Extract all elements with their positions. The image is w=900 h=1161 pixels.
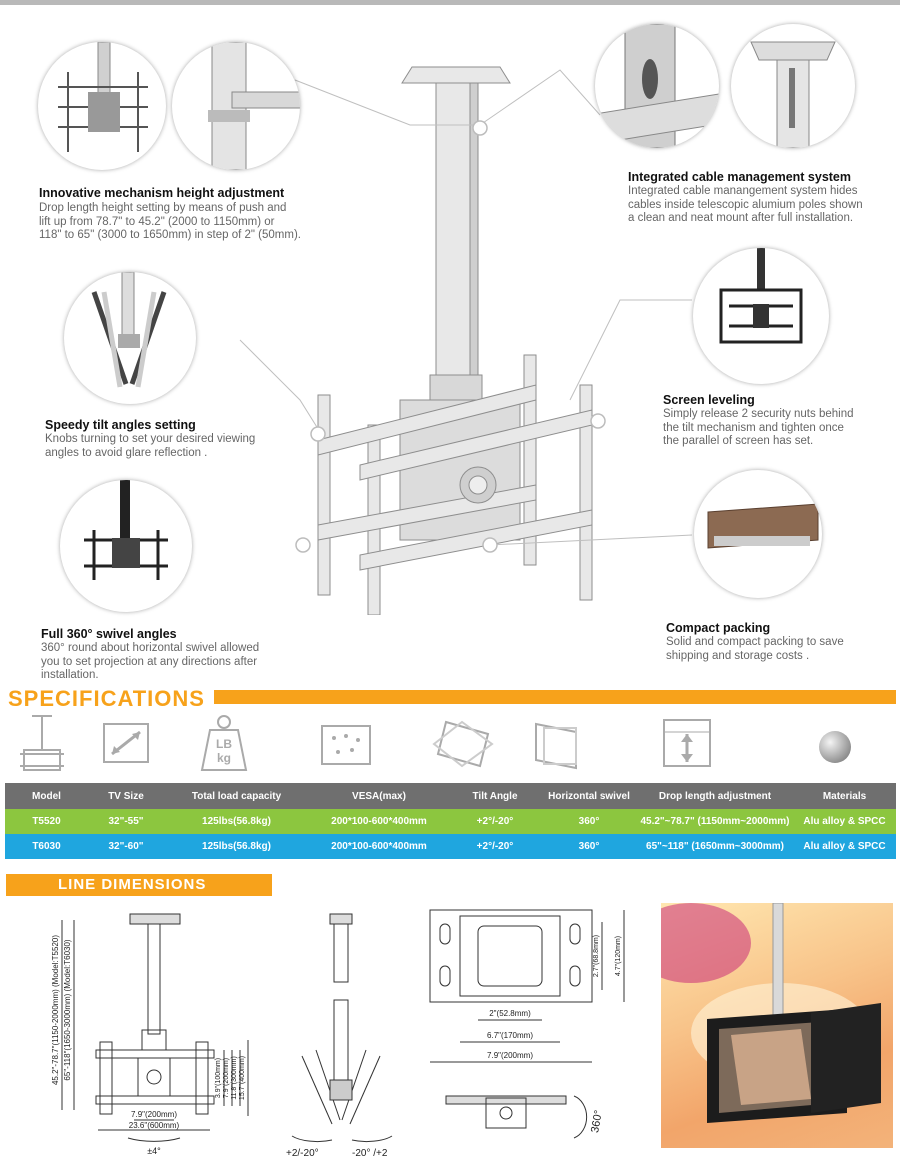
table-header-cell: Tilt Angle: [449, 783, 541, 809]
table-cell: 125lbs(56.8kg): [164, 809, 309, 834]
tilt-label-right: -20° /+2: [352, 1148, 388, 1159]
specifications-table: [5, 783, 896, 859]
table-row: [5, 834, 896, 859]
packing-photo: [694, 470, 822, 598]
material-sphere-icon: [818, 730, 852, 769]
cable-management-photo-1: [595, 24, 719, 148]
tv-size-icon: [102, 722, 150, 769]
tilt-photo: [64, 272, 196, 404]
height-mechanism-photo-2: [172, 42, 300, 170]
table-cell: 200*100-600*400mm: [309, 809, 449, 834]
feature-title-leveling: Screen leveling: [663, 393, 755, 407]
table-header-cell: Drop length adjustment: [637, 783, 793, 809]
table-header-row: [5, 783, 896, 809]
feature-desc-packing: Solid and compact packing to save shipping and storage costs .: [666, 636, 844, 662]
load-weight-icon: [200, 714, 248, 777]
feature-desc-height: Drop length height setting by means of push and lift up from 78.7" to 45.2" (2000 to 1150mm) or 118" to 65" (3000 to 1650mm) in step of 2" (50mm).: [39, 202, 301, 242]
swivel-photo: [60, 480, 192, 612]
table-cell: 200*100-600*400mm: [309, 834, 449, 859]
front-view-drawing: [50, 910, 270, 1160]
specifications-divider: [214, 690, 896, 704]
drop-label-t5520: 45.2"-78.7"(1150-2000mm) (Model:T5520): [51, 934, 60, 1086]
feature-title-tilt: Speedy tilt angles setting: [45, 418, 196, 432]
weight-icon-kg-label: kg: [216, 751, 232, 765]
spec-icon-row: [0, 712, 900, 782]
height-mechanism-photo-1: [38, 42, 166, 170]
table-cell: Alu alloy & SPCC: [793, 834, 896, 859]
model-mount-icon: [18, 712, 68, 783]
drop-label-t6030: 65"-118"(1650-3000mm) (Model:T6030): [63, 939, 72, 1081]
vesa-pattern-icon: [320, 724, 372, 771]
table-header-cell: Materials: [793, 783, 896, 809]
feature-title-swivel: Full 360° swivel angles: [41, 627, 177, 641]
table-row: [5, 809, 896, 834]
height-label-400: 15.7"(400mm): [239, 1055, 246, 1101]
tilt-label-left: +2/-20°: [286, 1148, 319, 1159]
feature-desc-tilt: Knobs turning to set your desired viewing angles to avoid glare reflection .: [45, 433, 256, 459]
table-cell: 32"-55": [88, 809, 164, 834]
swivel-full-label: 360°: [589, 1109, 605, 1134]
width-label-large: 23.6"(600mm): [128, 1121, 180, 1130]
tilt-angle-icon: [432, 716, 494, 777]
feature-desc-leveling: Simply release 2 security nuts behind the tilt mechanism and tighten once the parallel of screen has set.: [663, 408, 854, 448]
cable-management-photo-2: [731, 24, 855, 148]
feature-title-cable: Integrated cable management system: [628, 170, 851, 184]
drop-length-icon: [662, 718, 712, 773]
line-dimensions-heading: LINE DIMENSIONS: [6, 874, 272, 896]
table-cell: T6030: [5, 834, 88, 859]
installed-tv-photo: [661, 903, 893, 1148]
feature-title-packing: Compact packing: [666, 621, 771, 635]
height-label-100: 3.9"(100mm): [215, 1057, 222, 1099]
table-header-cell: VESA(max): [309, 783, 449, 809]
plate-top-view-drawing: [424, 902, 634, 1157]
weight-icon-lb-label: LB: [216, 737, 232, 751]
side-view-drawing: [282, 910, 422, 1160]
table-header-cell: Model: [5, 783, 88, 809]
width-label-small: 7.9"(200mm): [131, 1110, 177, 1119]
specifications-heading: SPECIFICATIONS: [8, 686, 205, 711]
plate-width-label-2: 6.7"(170mm): [487, 1031, 533, 1040]
table-header-cell: Total load capacity: [164, 783, 309, 809]
table-cell: 65"~118" (1650mm~3000mm): [637, 834, 793, 859]
table-cell: 45.2"~78.7" (1150mm~2000mm): [637, 809, 793, 834]
table-cell: Alu alloy & SPCC: [793, 809, 896, 834]
feature-desc-swivel: 360° round about horizontal swivel allowed you to set projection at any directions after installation.: [41, 642, 260, 682]
table-cell: 360°: [541, 834, 637, 859]
table-header-cell: Horizontal swivel: [541, 783, 637, 809]
height-label-300: 11.8"(300mm): [231, 1056, 238, 1100]
table-cell: 360°: [541, 809, 637, 834]
height-label-200: 7.9"(200mm): [223, 1057, 230, 1099]
table-cell: 32"-60": [88, 834, 164, 859]
table-header-cell: TV Size: [88, 783, 164, 809]
table-cell: +2°/-20°: [449, 809, 541, 834]
table-cell: +2°/-20°: [449, 834, 541, 859]
table-cell: T5520: [5, 809, 88, 834]
feature-title-height: Innovative mechanism height adjustment: [39, 186, 285, 200]
plate-height-label-1: 2.7"(68.8mm): [593, 934, 600, 978]
plate-width-label-1: 2"(52.8mm): [489, 1009, 531, 1018]
feature-desc-cable: Integrated cable manangement system hides cables inside telescopic alumium poles shown a clean and neat mount after full installation.: [628, 185, 863, 225]
plate-width-label-3: 7.9"(200mm): [487, 1051, 533, 1060]
table-cell: 125lbs(56.8kg): [164, 834, 309, 859]
screen-leveling-photo: [693, 248, 829, 384]
plate-height-label-2: 4.7"(120mm): [615, 935, 622, 977]
swivel-icon: [530, 716, 582, 777]
swivel-small-label: ±4°: [147, 1146, 161, 1156]
